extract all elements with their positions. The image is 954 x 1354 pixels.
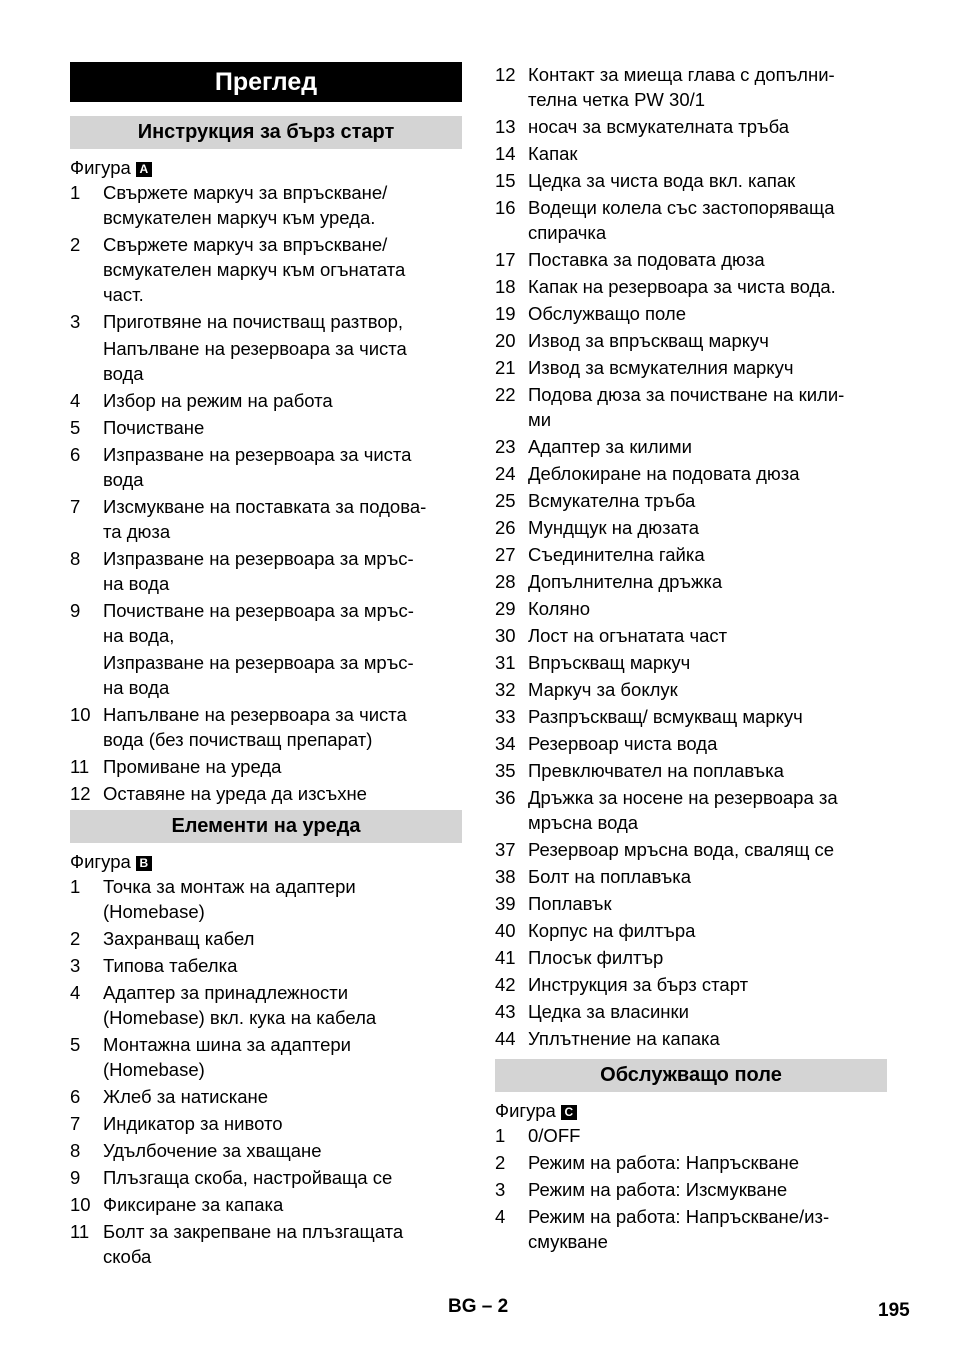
list-item	[70, 980, 462, 1030]
list-item	[495, 114, 887, 139]
list-item	[495, 1177, 887, 1202]
item-number: 19	[495, 303, 516, 324]
item-text: Превключвател на поплавъка	[528, 760, 784, 781]
figure-label: Фигура	[495, 1100, 556, 1121]
list-item	[70, 180, 462, 230]
list-item	[495, 758, 887, 783]
item-text: Контакт за миеща глава с допълни- телна четка PW 30/1	[528, 64, 835, 110]
item-text: Режим на работа: Напръскване/из- смукване	[528, 1206, 830, 1252]
list-item	[70, 1084, 462, 1109]
figure-ref-c	[495, 1098, 887, 1123]
list-item	[70, 1165, 462, 1190]
list-item	[495, 355, 887, 380]
item-text: Поплавък	[528, 893, 612, 914]
item-text: Режим на работа: Напръскване	[528, 1152, 799, 1173]
list-item	[495, 461, 887, 486]
list-item	[70, 754, 462, 779]
list-item	[495, 328, 887, 353]
item-number: 11	[70, 1221, 90, 1242]
section-heading-elements: Елементи на уреда	[70, 810, 462, 843]
list-item	[495, 918, 887, 943]
list-item	[495, 274, 887, 299]
quickstart-list	[70, 180, 462, 806]
item-text: Изпразване на резервоара за чиста вода	[103, 444, 412, 490]
list-item	[495, 168, 887, 193]
item-text: Изпразване на резервоара за мръс- на вода	[103, 652, 414, 698]
item-number: 34	[495, 733, 516, 754]
list-item	[70, 1219, 462, 1269]
item-number: 17	[495, 249, 516, 270]
item-number: 1	[495, 1125, 506, 1146]
item-number: 33	[495, 706, 516, 727]
item-number: 40	[495, 920, 516, 941]
item-text: Удълбочение за хващане	[103, 1140, 322, 1161]
item-text: Адаптер за килими	[528, 436, 692, 457]
item-number: 2	[70, 928, 81, 949]
item-number: 5	[70, 1034, 81, 1055]
item-number: 26	[495, 517, 516, 538]
item-text: Извод за всмукателния маркуч	[528, 357, 794, 378]
item-text: Напълване на резервоара за чиста вода	[103, 338, 407, 384]
item-text: Маркуч за боклук	[528, 679, 678, 700]
list-item	[495, 542, 887, 567]
list-item	[495, 891, 887, 916]
item-number: 22	[495, 384, 516, 405]
item-number: 1	[70, 182, 81, 203]
list-item	[70, 336, 462, 386]
list-item	[495, 1123, 887, 1148]
item-text: Плосък филтър	[528, 947, 664, 968]
list-item	[495, 515, 887, 540]
item-text: Водещи колела със застопоряваща спирачка	[528, 197, 835, 243]
list-item	[70, 1111, 462, 1136]
list-item	[495, 382, 887, 432]
item-text: Болт на поплавъка	[528, 866, 692, 887]
item-text: Подова дюза за почистване на кили- ми	[528, 384, 845, 430]
item-text: Извод за впръскващ маркуч	[528, 330, 769, 351]
page-title: Преглед	[70, 62, 462, 102]
figure-letter-icon: A	[136, 162, 152, 177]
item-text: Приготвяне на почистващ разтвор,	[103, 311, 404, 332]
item-text: Жлеб за натискане	[103, 1086, 269, 1107]
item-number: 5	[70, 417, 81, 438]
list-item	[495, 195, 887, 245]
item-number: 10	[70, 704, 91, 725]
item-number: 4	[70, 390, 81, 411]
item-text: Избор на режим на работа	[103, 390, 333, 411]
item-number: 36	[495, 787, 516, 808]
item-number: 4	[495, 1206, 506, 1227]
item-text: Свържете маркуч за впръскване/ всмукателен маркуч към огънатата част.	[103, 234, 406, 305]
list-item	[70, 874, 462, 924]
item-text: Резервоар чиста вода	[528, 733, 718, 754]
item-text: Точка за монтаж на адаптери (Homebase)	[103, 876, 356, 922]
item-number: 25	[495, 490, 516, 511]
section-heading-quickstart: Инструкция за бърз старт	[70, 116, 462, 149]
item-number: 42	[495, 974, 516, 995]
item-text: Уплътнение на капака	[528, 1028, 720, 1049]
figure-label: Фигура	[70, 157, 131, 178]
item-text: Съединителна гайка	[528, 544, 705, 565]
list-item	[495, 837, 887, 862]
item-number: 10	[70, 1194, 91, 1215]
item-number: 8	[70, 548, 81, 569]
list-item	[495, 650, 887, 675]
item-text: носач за всмукателната тръба	[528, 116, 790, 137]
item-number: 29	[495, 598, 516, 619]
item-number: 18	[495, 276, 516, 297]
item-text: Монтажна шина за адаптери (Homebase)	[103, 1034, 351, 1080]
item-number: 37	[495, 839, 516, 860]
item-text: Болт за закрепване на плъзгащата скоба	[103, 1221, 404, 1267]
item-text: Плъзгаща скоба, настройваща се	[103, 1167, 393, 1188]
list-item	[495, 623, 887, 648]
item-number: 11	[70, 756, 90, 777]
item-text: Оставяне на уреда да изсъхне	[103, 783, 367, 804]
item-text: Капак	[528, 143, 578, 164]
item-number: 6	[70, 444, 81, 465]
item-text: Изсмукване на поставката за подова- та дюза	[103, 496, 427, 542]
item-number: 27	[495, 544, 516, 565]
item-number: 32	[495, 679, 516, 700]
item-text: Деблокиране на подовата дюза	[528, 463, 800, 484]
item-number: 30	[495, 625, 516, 646]
item-text: Промиване на уреда	[103, 756, 282, 777]
list-item	[70, 1192, 462, 1217]
list-item	[495, 945, 887, 970]
item-number: 3	[70, 311, 81, 332]
item-text: Фиксиране за капака	[103, 1194, 284, 1215]
item-number: 12	[495, 64, 516, 85]
list-item	[495, 999, 887, 1024]
list-item	[70, 309, 462, 334]
item-text: Капак на резервоара за чиста вода.	[528, 276, 836, 297]
item-number: 43	[495, 1001, 516, 1022]
list-item	[495, 1204, 887, 1254]
item-text: Впръскващ маркуч	[528, 652, 691, 673]
panel-list	[495, 1123, 887, 1254]
figure-letter-icon: B	[136, 856, 152, 871]
item-number: 2	[495, 1152, 506, 1173]
figure-letter-icon: C	[561, 1105, 577, 1120]
item-number: 4	[70, 982, 81, 1003]
list-item	[495, 1026, 887, 1051]
list-item	[70, 546, 462, 596]
list-item	[495, 301, 887, 326]
item-text: Почистване на резервоара за мръс- на вода,	[103, 600, 414, 646]
list-item	[70, 926, 462, 951]
list-item	[70, 232, 462, 307]
item-number: 3	[495, 1179, 506, 1200]
item-number: 20	[495, 330, 516, 351]
list-item	[495, 785, 887, 835]
item-text: Лост на огънатата част	[528, 625, 728, 646]
item-text: Почистване	[103, 417, 205, 438]
item-number: 2	[70, 234, 81, 255]
list-item	[495, 864, 887, 889]
figure-ref-b	[70, 849, 462, 874]
item-number: 24	[495, 463, 516, 484]
list-item	[70, 442, 462, 492]
item-text: Адаптер за принадлежности (Homebase) вкл. кука на кабела	[103, 982, 377, 1028]
item-number: 1	[70, 876, 81, 897]
elements-list-left	[70, 874, 462, 1269]
list-item	[495, 488, 887, 513]
item-text: Цедка за власинки	[528, 1001, 689, 1022]
figure-label: Фигура	[70, 851, 131, 872]
item-number: 21	[495, 357, 516, 378]
item-text: Мундщук на дюзата	[528, 517, 700, 538]
item-number: 6	[70, 1086, 81, 1107]
list-item	[70, 650, 462, 700]
list-item	[70, 953, 462, 978]
item-number: 14	[495, 143, 516, 164]
list-item	[70, 1032, 462, 1082]
item-text: Изпразване на резервоара за мръс- на вода	[103, 548, 414, 594]
list-item	[495, 141, 887, 166]
list-item	[70, 598, 462, 648]
item-number: 16	[495, 197, 516, 218]
item-number: 12	[70, 783, 91, 804]
list-item	[70, 702, 462, 752]
footer-page-number: 195	[878, 1300, 910, 1321]
item-text: Всмукателна тръба	[528, 490, 696, 511]
list-item	[70, 781, 462, 806]
left-column	[70, 62, 462, 1271]
item-number: 3	[70, 955, 81, 976]
list-item	[495, 677, 887, 702]
list-item	[495, 1150, 887, 1175]
item-text: Дръжка за носене на резервоара за мръсна вода	[528, 787, 838, 833]
item-number: 9	[70, 1167, 81, 1188]
item-number	[70, 336, 103, 386]
figure-ref-a	[70, 155, 462, 180]
footer-language-page: BG – 2	[448, 1296, 509, 1317]
list-item	[495, 972, 887, 997]
list-item	[495, 247, 887, 272]
list-item	[70, 388, 462, 413]
list-item	[495, 731, 887, 756]
item-text: Допълнителна дръжка	[528, 571, 723, 592]
item-text: Цедка за чиста вода вкл. капак	[528, 170, 796, 191]
item-text: Коляно	[528, 598, 590, 619]
list-item	[495, 62, 887, 112]
item-number: 44	[495, 1028, 516, 1049]
list-item	[70, 415, 462, 440]
list-item	[70, 494, 462, 544]
item-number: 8	[70, 1140, 81, 1161]
item-number: 7	[70, 496, 81, 517]
item-text: Обслужващо поле	[528, 303, 686, 324]
item-text: Напълване на резервоара за чиста вода (без почистващ препарат)	[103, 704, 407, 750]
item-text: Режим на работа: Изсмукване	[528, 1179, 788, 1200]
list-item	[495, 704, 887, 729]
item-number: 13	[495, 116, 516, 137]
item-number: 23	[495, 436, 516, 457]
item-number: 35	[495, 760, 516, 781]
elements-list-right	[495, 62, 887, 1051]
item-number: 41	[495, 947, 516, 968]
item-text: Свържете маркуч за впръскване/ всмукателен маркуч към уреда.	[103, 182, 388, 228]
list-item	[495, 569, 887, 594]
item-text: Поставка за подовата дюза	[528, 249, 765, 270]
right-column	[495, 62, 887, 1256]
list-item	[495, 434, 887, 459]
item-number: 31	[495, 652, 516, 673]
item-text: Индикатор за нивото	[103, 1113, 283, 1134]
item-text: 0/OFF	[528, 1125, 581, 1146]
item-text: Корпус на филтъра	[528, 920, 696, 941]
item-number: 38	[495, 866, 516, 887]
list-item	[495, 596, 887, 621]
item-text: Разпръскващ/ всмукващ маркуч	[528, 706, 803, 727]
item-number	[70, 650, 103, 700]
item-number: 39	[495, 893, 516, 914]
list-item	[70, 1138, 462, 1163]
item-text: Захранващ кабел	[103, 928, 255, 949]
section-heading-panel: Обслужващо поле	[495, 1059, 887, 1092]
item-text: Инструкция за бърз старт	[528, 974, 749, 995]
item-number: 7	[70, 1113, 81, 1134]
item-text: Типова табелка	[103, 955, 238, 976]
item-number: 9	[70, 600, 81, 621]
item-text: Резервоар мръсна вода, свалящ се	[528, 839, 835, 860]
item-number: 15	[495, 170, 516, 191]
item-number: 28	[495, 571, 516, 592]
